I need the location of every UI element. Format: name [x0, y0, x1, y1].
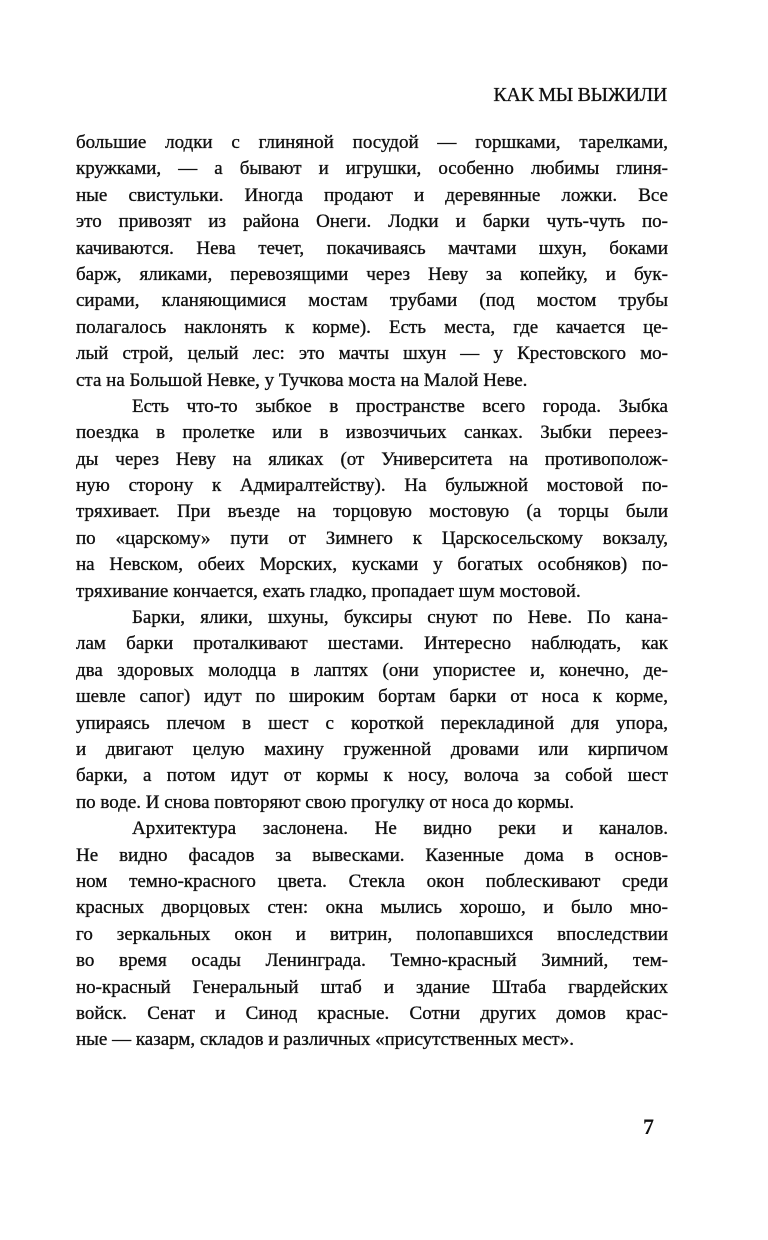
text-line: и двигают целую махину груженной дровами или кирпичом	[76, 738, 668, 760]
text-line: по воде. И снова повторяют свою прогулку от носа до кормы.	[76, 791, 575, 813]
running-head: КАК МЫ ВЫЖИЛИ	[493, 84, 667, 106]
text-line: качиваются. Нева течет, покачиваясь мачтами шхун, боками	[76, 237, 668, 259]
text-line: на Невском, обеих Морских, кусками у богатых особняков) по-	[76, 554, 668, 576]
text-line: ные свистульки. Иногда продают и деревянные ложки. Все	[76, 184, 668, 206]
text-line: ста на Большой Невке, у Тучкова моста на Малой Неве.	[76, 369, 528, 391]
text-line: большие лодки с глиняной посудой — горшками, тарелками,	[76, 132, 668, 153]
text-line: го зеркальных окон и витрин, полопавшихся впоследствии	[76, 923, 668, 945]
text-line: кружками, — а бывают и игрушки, особенно любимы глиня-	[76, 158, 668, 180]
text-line: это привозят из района Онеги. Лодки и барки чуть-чуть по-	[76, 211, 668, 233]
text-line: два здоровых молодца в лаптях (они упористее и, конечно, де-	[76, 659, 668, 681]
page-number: 7	[643, 1114, 654, 1139]
text-line: лый строй, целый лес: это мачты шхун — у Крестовского мо-	[76, 343, 668, 365]
text-line: барж, яликами, перевозящими через Неву за копейку, и бук-	[76, 263, 668, 285]
text-line: ды через Неву на яликах (от Университета на противополож-	[76, 448, 668, 470]
text-line: Архитектура заслонена. Не видно реки и каналов.	[132, 818, 668, 840]
text-line: Не видно фасадов за вывесками. Казенные дома в основ-	[76, 844, 668, 866]
text-line: сирами, кланяющимися мостам трубами (под мостом трубы	[76, 290, 668, 312]
text-line: полагалось наклонять к корме). Есть места, где качается це-	[76, 316, 668, 338]
text-line: ном темно-красного цвета. Стекла окон поблескивают среди	[76, 870, 668, 892]
text-line: войск. Сенат и Синод красные. Сотни других домов крас-	[76, 1002, 668, 1024]
paragraph	[76, 605, 668, 816]
text-line: лам барки проталкивают шестами. Интересно наблюдать, как	[76, 633, 668, 655]
text-line: барки, а потом идут от кормы к носу, волоча за собой шест	[76, 765, 668, 787]
text-line: тряхивает. При въезде на торцовую мостовую (а торцы были	[76, 501, 668, 523]
paragraph	[76, 130, 668, 394]
text-line: шевле сапог) идут по широким бортам барки от носа к корме,	[76, 686, 668, 708]
paragraph	[76, 394, 668, 605]
text-line: но-красный Генеральный штаб и здание Штаба гвардейских	[76, 976, 668, 998]
text-line: тряхивание кончается, ехать гладко, пропадает шум мостовой.	[76, 580, 581, 602]
body-text	[76, 130, 668, 1054]
text-line: Барки, ялики, шхуны, буксиры снуют по Неве. По кана-	[132, 607, 668, 629]
text-line: Есть что-то зыбкое в пространстве всего города. Зыбка	[132, 395, 668, 417]
text-line: во время осады Ленинграда. Темно-красный Зимний, тем-	[76, 950, 668, 972]
text-line: по «царскому» пути от Зимнего к Царскосельскому вокзалу,	[76, 527, 668, 549]
text-line: красных дворцовых стен: окна мылись хорошо, и было мно-	[76, 897, 668, 919]
text-line: ную сторону к Адмиралтейству). На булыжной мостовой по-	[76, 475, 668, 497]
text-line: ные — казарм, складов и различных «присутственных мест».	[76, 1029, 574, 1051]
paragraph	[76, 816, 668, 1054]
text-line: поездка в пролетке или в извозчичьих санках. Зыбки переез-	[76, 422, 668, 444]
text-line: упираясь плечом в шест с короткой перекладиной для упора,	[76, 712, 668, 734]
